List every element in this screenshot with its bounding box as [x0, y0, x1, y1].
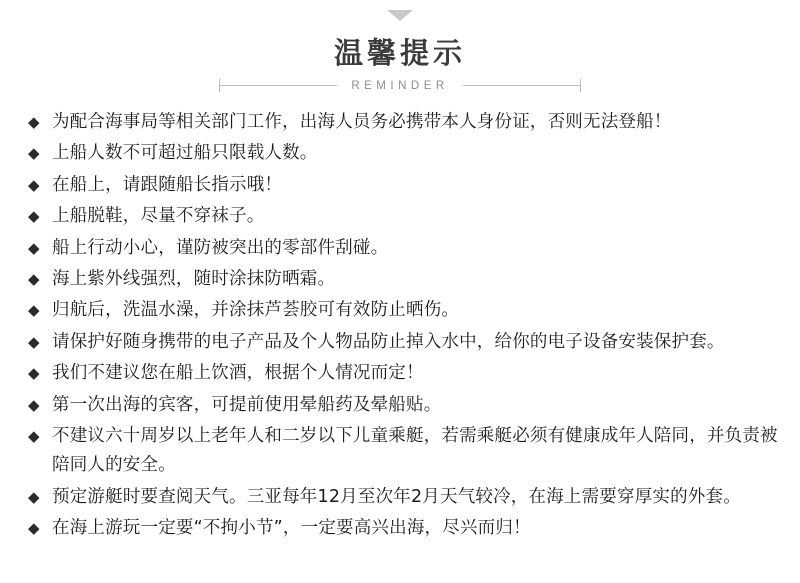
list-item-text: 在海上游玩一定要“不拘小节”，一定要高兴出海，尽兴而归！ — [52, 518, 531, 539]
diamond-bullet-icon: ◆ — [28, 238, 40, 257]
list-item — [26, 108, 778, 137]
list-item-text: 预定游艇时要查阅天气。三亚每年12月至次年2月天气较冷，在海上需要穿厚实的外套。 — [52, 486, 741, 507]
list-item-text: 上船人数不可超过船只限载人数。 — [52, 143, 318, 164]
list-item — [26, 265, 778, 294]
list-item-text: 在船上，请跟随船长指示哦！ — [52, 174, 283, 195]
diamond-bullet-icon: ◆ — [28, 427, 40, 446]
list-item — [26, 328, 778, 357]
list-item-text: 归航后，洗温水澡，并涂抹芦荟胶可有效防止晒伤。 — [52, 300, 460, 321]
list-item — [26, 296, 778, 325]
page-title: 温馨提示 — [333, 36, 466, 70]
diamond-bullet-icon: ◆ — [28, 332, 40, 351]
list-item — [26, 139, 778, 168]
list-item-text: 为配合海事局等相关部门工作，出海人员务必携带本人身份证，否则无法登船！ — [52, 112, 672, 132]
list-item — [26, 391, 778, 420]
list-item — [26, 422, 778, 481]
list-item-text: 上船脱鞋，尽量不穿袜子。 — [52, 206, 265, 227]
diamond-bullet-icon: ◆ — [28, 113, 40, 131]
list-item — [26, 514, 778, 543]
list-item-text: 我们不建议您在船上饮酒，根据个人情况而定！ — [52, 363, 424, 384]
rule-left — [219, 79, 337, 93]
diamond-bullet-icon: ◆ — [28, 175, 40, 194]
diamond-bullet-icon: ◆ — [28, 301, 40, 320]
diamond-bullet-icon: ◆ — [28, 364, 40, 383]
diamond-bullet-icon: ◆ — [28, 487, 40, 506]
diamond-bullet-icon: ◆ — [28, 207, 40, 226]
rule-right — [463, 79, 581, 93]
list-item — [26, 234, 778, 263]
list-item-text: 不建议六十周岁以上老年人和二岁以下儿童乘艇，若需乘艇必须有健康成年人陪同，并负责被陪同人的安全。 — [52, 426, 778, 476]
list-item — [26, 359, 778, 388]
list-item-text: 第一次出海的宾客，可提前使用晕船药及晕船贴。 — [52, 394, 442, 415]
list-item — [26, 483, 778, 512]
diamond-bullet-icon: ◆ — [28, 395, 40, 414]
list-item — [26, 202, 778, 231]
page-subtitle: REMINDER — [351, 79, 449, 92]
diamond-bullet-icon: ◆ — [28, 144, 40, 163]
list-item-text: 船上行动小心，谨防被突出的零部件刮碰。 — [52, 237, 389, 258]
tips-list — [26, 108, 778, 546]
triangle-down-icon — [387, 10, 413, 21]
list-item — [26, 171, 778, 200]
diamond-bullet-icon: ◆ — [28, 270, 40, 289]
subtitle-row — [0, 79, 800, 93]
list-item-text: 请保护好随身携带的电子产品及个人物品防止掉入水中，给你的电子设备安装保护套。 — [52, 331, 725, 352]
list-item-text: 海上紫外线强烈，随时涂抹防晒霜。 — [52, 269, 336, 290]
diamond-bullet-icon: ◆ — [28, 519, 40, 538]
heading-block — [0, 38, 800, 93]
